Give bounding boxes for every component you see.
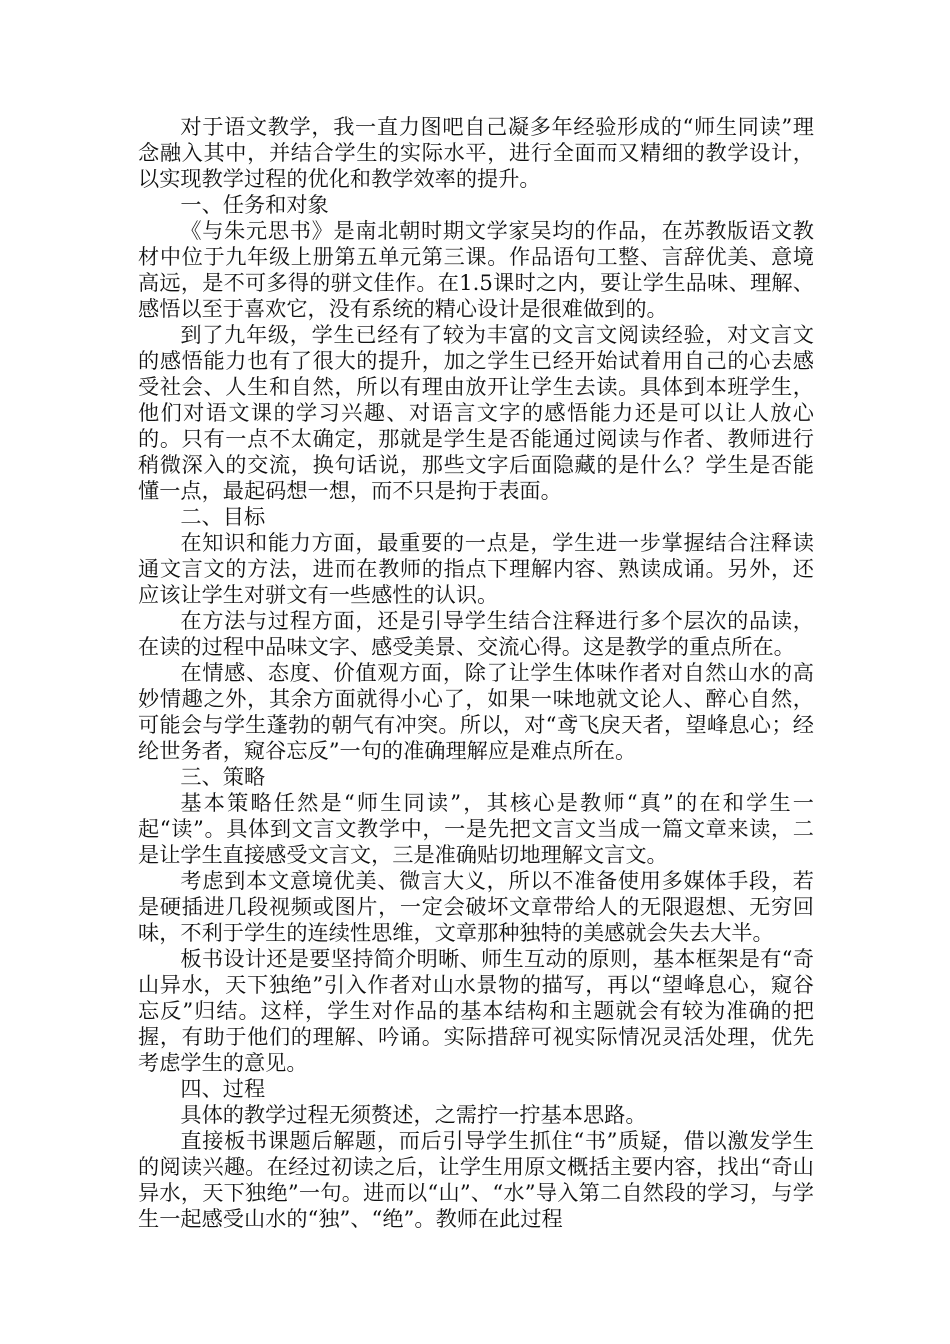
document-page	[138, 114, 814, 1232]
paragraph-multimedia: 考虑到本文意境优美、微言大义，所以不准备使用多媒体手段，若是硬插进几段视频或图片，一定会破坏文章带给人的无限遐想、无穷回味，不利于学生的连续性思维，文章那种独特的美感就会失去大半。	[138, 868, 814, 945]
paragraph-students: 到了九年级，学生已经有了较为丰富的文言文阅读经验，对文言文的感悟能力也有了很大的提升，加之学生已经开始试着用自己的心去感受社会、人生和自然，所以有理由放开让学生去读。具体到本班学生，他们对语文课的学习兴趣、对语言文字的感悟能力还是可以让人放心的。只有一点不太确定，那就是学生是否能通过阅读与作者、教师进行稍微深入的交流，换句话说，那些文字后面隐藏的是什么？学生是否能懂一点，最起码想一想，而不只是拘于表面。	[138, 322, 814, 503]
paragraph-knowledge: 在知识和能力方面，最重要的一点是，学生进一步掌握结合注释读通文言文的方法，进而在教师的指点下理解内容、熟读成诵。另外，还应该让学生对骈文有一些感性的认识。	[138, 530, 814, 607]
paragraph-emotion: 在情感、态度、价值观方面，除了让学生体味作者对自然山水的高妙情趣之外，其余方面就得小心了，如果一味地就文论人、醉心自然，可能会与学生蓬勃的朝气有冲突。所以，对“鸢飞戾天者，望峰息心；经纶世务者，窥谷忘反”一句的准确理解应是难点所在。	[138, 660, 814, 763]
section-heading-goals: 二、目标	[180, 504, 266, 529]
paragraph-intro: 对于语文教学，我一直力图吧自己凝多年经验形成的“师生同读”理念融入其中，并结合学生的实际水平，进行全面而又精细的教学设计，以实现教学过程的优化和教学效率的提升。	[138, 114, 814, 191]
paragraph-blackboard: 板书设计还是要坚持简介明晰、师生互动的原则，基本框架是有“奇山异水，天下独绝”引入作者对山水景物的描写，再以“望峰息心，窥谷忘反”归结。这样，学生对作品的基本结构和主题就会有较为准确的把握，有助于他们的理解、吟诵。实际措辞可视实际情况灵活处理，优先考虑学生的意见。	[138, 946, 814, 1075]
section-heading-process: 四、过程	[180, 1076, 266, 1101]
section-heading-tasks: 一、任务和对象	[180, 192, 329, 217]
paragraph-process-summary: 具体的教学过程无须赘述，之需拧一拧基本思路。	[180, 1102, 647, 1127]
paragraph-basic-strategy: 基本策略任然是“师生同读”，其核心是教师“真”的在和学生一起“读”。具体到文言文教学中，一是先把文言文当成一篇文章来读，二是让学生直接感受文言文，三是准确贴切地理解文言文。	[138, 790, 814, 867]
paragraph-text-intro: 《与朱元思书》是南北朝时期文学家吴均的作品，在苏教版语文教材中位于九年级上册第五单元第三课。作品语句工整、言辞优美、意境高远，是不可多得的骈文佳作。在1.5课时之内，要让学生品味、理解、感悟以至于喜欢它，没有系统的精心设计是很难做到的。	[138, 218, 814, 321]
paragraph-method: 在方法与过程方面，还是引导学生结合注释进行多个层次的品读，在读的过程中品味文字、感受美景、交流心得。这是教学的重点所在。	[138, 608, 814, 659]
paragraph-process-detail: 直接板书课题后解题，而后引导学生抓住“书”质疑，借以激发学生的阅读兴趣。在经过初读之后，让学生用原文概括主要内容，找出“奇山异水，天下独绝”一句。进而以“山”、“水”导入第二自然段的学习，与学生一起感受山水的“独”、“绝”。教师在此过程	[138, 1128, 814, 1231]
section-heading-strategy: 三、策略	[180, 764, 266, 789]
